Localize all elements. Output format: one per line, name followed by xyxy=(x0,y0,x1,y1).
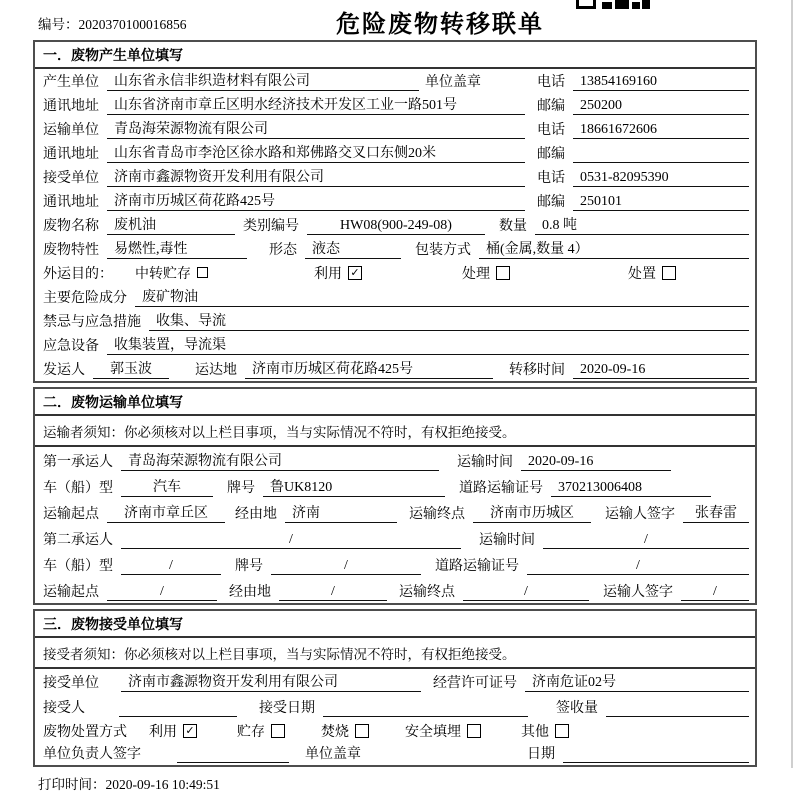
vehicle1-value: 汽车 xyxy=(121,476,213,497)
via-label: 经由地 xyxy=(229,585,271,600)
receive-unit-value: 济南市鑫源物资开发利用有限公司 xyxy=(107,166,525,187)
equipment-row xyxy=(35,333,755,357)
option-transfer-storage-label: 中转贮存 xyxy=(135,267,191,282)
receive-date-value xyxy=(323,700,528,717)
other-checkbox xyxy=(555,724,569,738)
produce-address-value: 山东省济南市章丘区明水经济技术开发区工业一路501号 xyxy=(107,94,525,115)
receive-unit-label: 接受单位 xyxy=(43,676,99,691)
receiver-row xyxy=(35,694,755,719)
equipment-value: 收集装置，导流渠 xyxy=(107,334,749,355)
transport-unit-label: 运输单位 xyxy=(43,123,99,138)
produce-zip-value: 250200 xyxy=(573,98,749,115)
route1-row xyxy=(35,499,755,525)
via1-value: 济南 xyxy=(285,502,397,523)
transfer-time-label: 转移时间 xyxy=(509,363,565,378)
produce-unit-label: 产生单位 xyxy=(43,75,99,90)
carrier1-row xyxy=(35,447,755,473)
print-time-value: 2020-09-16 10:49:51 xyxy=(105,777,220,792)
head-sign-row xyxy=(35,743,755,765)
sender-row xyxy=(35,357,755,381)
equipment-label: 应急设备 xyxy=(43,339,99,354)
quantity-value: 0.8 吨 xyxy=(535,214,749,235)
doc-number xyxy=(38,13,187,33)
transport-phone-value: 18661672606 xyxy=(573,122,749,139)
end1-value: 济南市历城区 xyxy=(473,502,591,523)
main-hazard-row xyxy=(35,285,755,309)
option-other-label: 其他 xyxy=(521,725,549,740)
phone-label: 电话 xyxy=(537,171,565,186)
taboo-row xyxy=(35,309,755,333)
print-time xyxy=(38,773,796,793)
receive-phone-value: 0531-82095390 xyxy=(573,170,749,187)
date-label: 日期 xyxy=(527,747,555,762)
form-value: 液态 xyxy=(305,238,401,259)
receive-zip-value: 250101 xyxy=(573,194,749,211)
store-checkbox xyxy=(271,724,285,738)
carrier-sign-label: 运输人签字 xyxy=(605,507,675,522)
document-header xyxy=(0,0,796,40)
category-value: HW08(900-249-08) xyxy=(307,218,485,235)
option-use3-label: 利用 xyxy=(149,725,177,740)
address-label: 通讯地址 xyxy=(43,147,99,162)
receive-unit-row3 xyxy=(35,669,755,694)
main-hazard-label: 主要危险成分 xyxy=(43,291,127,306)
carrier1-label: 第一承运人 xyxy=(43,455,113,470)
road-license-label: 道路运输证号 xyxy=(435,559,519,574)
plate-label: 牌号 xyxy=(227,481,255,496)
via2-value: / xyxy=(279,584,387,601)
option-treat-label: 处理 xyxy=(462,267,490,282)
receiver-value xyxy=(119,700,237,717)
form-label: 形态 xyxy=(269,243,297,258)
sender-label: 发运人 xyxy=(43,363,85,378)
quantity-label: 数量 xyxy=(499,219,527,234)
sign1-value: 张春雷 xyxy=(683,502,749,523)
option-use-label: 利用 xyxy=(314,267,342,282)
zip-label: 邮编 xyxy=(537,99,565,114)
disposal-method-label: 废物处置方式 xyxy=(43,725,127,740)
use-checkbox: ✓ xyxy=(348,266,362,280)
transport-time-label: 运输时间 xyxy=(479,533,535,548)
option-transfer-storage xyxy=(135,263,208,283)
option-dispose xyxy=(628,263,676,283)
transport-address-value: 山东省青岛市李沧区徐水路和郑佛路交叉口东侧20米 xyxy=(107,142,525,163)
carrier2-value: / xyxy=(121,532,461,549)
section-transporter-title: 二．废物运输单位填写 xyxy=(35,389,755,416)
signed-amount-label: 签收量 xyxy=(556,701,598,716)
section-producer xyxy=(33,40,757,383)
zip-label: 邮编 xyxy=(537,147,565,162)
taboo-label: 禁忌与应急措施 xyxy=(43,315,141,330)
doc-number-label: 编号： xyxy=(38,17,79,32)
qr-code-icon xyxy=(576,0,652,9)
zip-label: 邮编 xyxy=(537,195,565,210)
start-label: 运输起点 xyxy=(43,507,99,522)
section-transporter xyxy=(33,387,757,605)
waste-character-label: 废物特性 xyxy=(43,243,99,258)
start1-value: 济南市章丘区 xyxy=(107,502,225,523)
sign2-value: / xyxy=(681,584,749,601)
page-edge-line xyxy=(791,0,793,768)
waste-name-row xyxy=(35,213,755,237)
start-label: 运输起点 xyxy=(43,585,99,600)
use3-checkbox: ✓ xyxy=(183,724,197,738)
option-landfill xyxy=(405,721,481,741)
option-treat xyxy=(462,263,510,283)
receive-unit3-value: 济南市鑫源物资开发利用有限公司 xyxy=(121,671,421,692)
road-license-label: 道路运输证号 xyxy=(459,481,543,496)
print-time-label: 打印时间： xyxy=(38,777,106,792)
dispose-checkbox xyxy=(662,266,676,280)
vehicle2-row xyxy=(35,551,755,577)
carrier1-value: 青岛海荣源物流有限公司 xyxy=(121,450,439,471)
unit-seal-label: 单位盖章 xyxy=(305,747,361,762)
transport-address-row xyxy=(35,141,755,165)
destination-value: 济南市历城区荷花路425号 xyxy=(245,358,493,379)
section-producer-title: 一．废物产生单位填写 xyxy=(35,42,755,69)
sender-value: 郭玉波 xyxy=(93,358,169,379)
option-dispose-label: 处置 xyxy=(628,267,656,282)
route2-row xyxy=(35,577,755,603)
option-burn-label: 焚烧 xyxy=(321,725,349,740)
road-license1-value: 370213006408 xyxy=(551,480,711,497)
purpose-row xyxy=(35,261,755,285)
end2-value: / xyxy=(463,584,589,601)
main-hazard-value: 废矿物油 xyxy=(135,286,749,307)
produce-address-row xyxy=(35,93,755,117)
end-label: 运输终点 xyxy=(399,585,455,600)
vehicle2-value: / xyxy=(121,558,221,575)
signed-amount-value xyxy=(606,700,749,717)
doc-number-value: 2020370100016856 xyxy=(78,17,187,32)
head-sign-value xyxy=(177,746,289,763)
option-use-3 xyxy=(149,721,197,741)
address-label: 通讯地址 xyxy=(43,195,99,210)
disposal-method-row xyxy=(35,719,755,743)
transport-time1-value: 2020-09-16 xyxy=(521,454,671,471)
option-store xyxy=(237,721,285,741)
produce-unit-value: 山东省永信非织造材料有限公司 xyxy=(107,70,419,91)
carrier2-label: 第二承运人 xyxy=(43,533,113,548)
transport-time-label: 运输时间 xyxy=(457,455,513,470)
vehicle-type-label: 车（船）型 xyxy=(43,559,113,574)
permit-label: 经营许可证号 xyxy=(433,676,517,691)
section-receiver xyxy=(33,609,757,767)
waste-character-value: 易燃性,毒性 xyxy=(107,238,247,259)
section-receiver-title: 三．废物接受单位填写 xyxy=(35,611,755,638)
category-label: 类别编号 xyxy=(243,219,299,234)
landfill-checkbox xyxy=(467,724,481,738)
address-label: 通讯地址 xyxy=(43,99,99,114)
destination-label: 运达地 xyxy=(195,363,237,378)
head-sign-label: 单位负责人签字 xyxy=(43,747,141,762)
carrier-sign-label: 运输人签字 xyxy=(603,585,673,600)
option-store-label: 贮存 xyxy=(237,725,265,740)
taboo-value: 收集、导流 xyxy=(149,310,749,331)
receive-date-label: 接受日期 xyxy=(259,701,315,716)
receive-unit-row xyxy=(35,165,755,189)
receive-address-row xyxy=(35,189,755,213)
road-license2-value: / xyxy=(527,558,749,575)
waste-name-label: 废物名称 xyxy=(43,219,99,234)
receive-unit-label: 接受单位 xyxy=(43,171,99,186)
transporter-notice: 运输者须知：你必须核对以上栏目事项，当与实际情况不符时，有权拒绝接受。 xyxy=(35,416,755,447)
phone-label: 电话 xyxy=(537,75,565,90)
transport-unit-row xyxy=(35,117,755,141)
start2-value: / xyxy=(107,584,217,601)
plate1-value: 鲁UK8120 xyxy=(263,476,445,497)
vehicle-type-label: 车（船）型 xyxy=(43,481,113,496)
receiver-notice: 接受者须知：你必须核对以上栏目事项，当与实际情况不符时，有权拒绝接受。 xyxy=(35,638,755,669)
option-use xyxy=(314,263,362,283)
date2-value xyxy=(563,746,749,763)
transport-zip-value xyxy=(573,146,749,163)
transport-time2-value: / xyxy=(543,532,749,549)
produce-unit-row xyxy=(35,69,755,93)
transfer-time-value: 2020-09-16 xyxy=(573,362,749,379)
produce-phone-value: 13854169160 xyxy=(573,74,749,91)
receive-address-value: 济南市历城区荷花路425号 xyxy=(107,190,525,211)
vehicle1-row xyxy=(35,473,755,499)
transfer-storage-checkbox xyxy=(197,267,208,278)
burn-checkbox xyxy=(355,724,369,738)
plate-label: 牌号 xyxy=(235,559,263,574)
package-value: 桶(金属,数量 4） xyxy=(479,238,749,259)
via-label: 经由地 xyxy=(235,507,277,522)
phone-label: 电话 xyxy=(537,123,565,138)
waste-character-row xyxy=(35,237,755,261)
waste-name-value: 废机油 xyxy=(107,214,235,235)
end-label: 运输终点 xyxy=(409,507,465,522)
transport-unit-value: 青岛海荣源物流有限公司 xyxy=(107,118,525,139)
carrier2-row xyxy=(35,525,755,551)
receiver-label: 接受人 xyxy=(43,701,85,716)
plate2-value: / xyxy=(271,558,421,575)
option-other xyxy=(521,721,569,741)
option-landfill-label: 安全填埋 xyxy=(405,725,461,740)
unit-seal-label: 单位盖章 xyxy=(425,75,481,90)
treat-checkbox xyxy=(496,266,510,280)
page-title: 危险废物转移联单 xyxy=(336,11,544,38)
package-label: 包装方式 xyxy=(415,243,471,258)
option-burn xyxy=(321,721,369,741)
purpose-label: 外运目的： xyxy=(43,267,113,282)
permit-value: 济南危证02号 xyxy=(525,671,749,692)
